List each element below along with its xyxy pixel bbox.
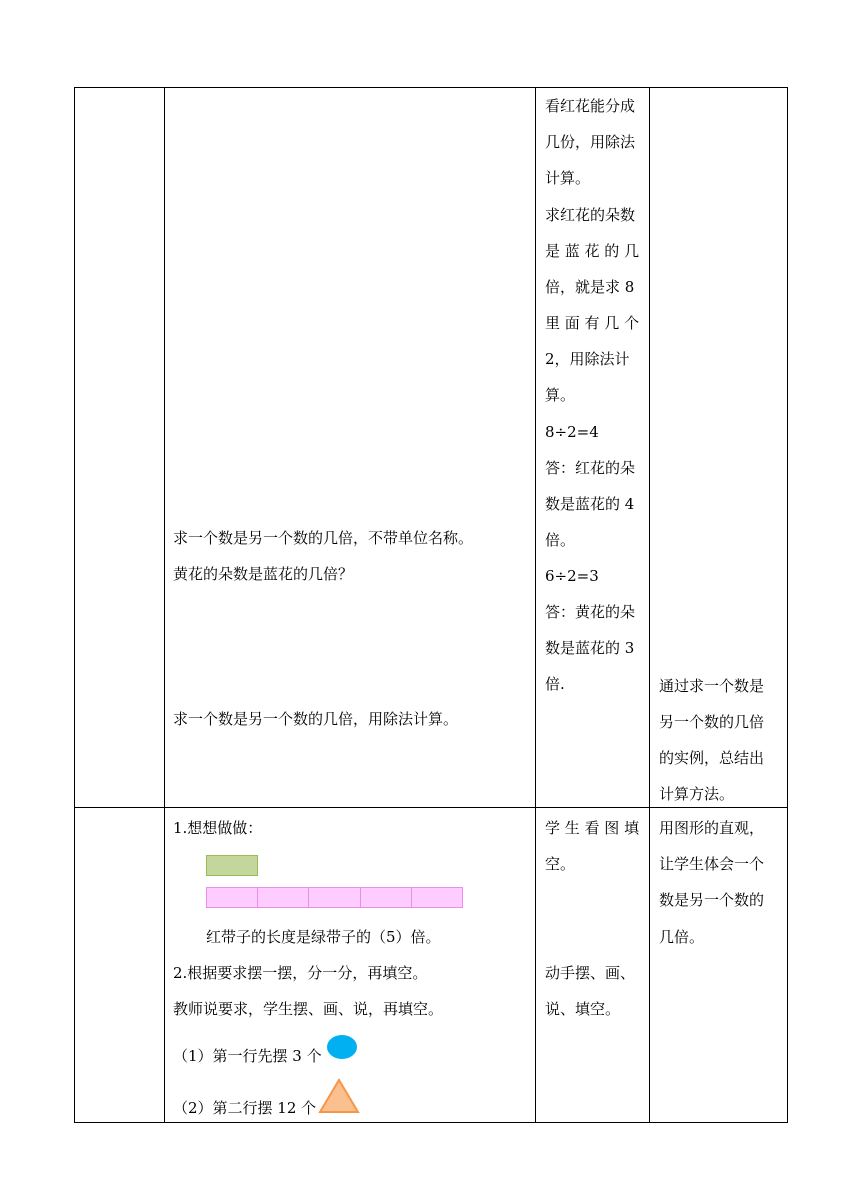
row-divider [74,807,788,808]
row2-col3-line: 空。 [545,855,576,873]
row1-col3-line: 答：黄花的朵 [545,603,636,621]
row1-col3-line: 算。 [545,386,576,404]
row1-col3-line: 求红花的朵数 [545,206,636,224]
strip-segment [309,888,360,907]
strip-segment [207,888,258,907]
row1-col3-line: 数是蓝花的 4 [545,495,635,513]
row2-col3-line: 动手摆、画、 [545,964,636,982]
strip-segment [258,888,309,907]
column-divider-1 [164,87,165,1123]
table-bottom-border [74,1122,788,1123]
row1-col3-equation: 8÷2=4 [545,423,599,441]
row2-col4-line: 用图形的直观， [659,819,765,837]
row1-col3-line: 数是蓝花的 3 [545,639,635,657]
row1-col3-line: 几份，用除法 [545,133,636,151]
exercise-heading-1: 1.想想做做： [173,819,263,837]
strip-segment [412,888,462,907]
column-divider-3 [649,87,650,1123]
row1-col3-line: 计算。 [545,169,591,187]
row1-col2-line1: 求一个数是另一个数的几倍，不带单位名称。 [173,529,474,547]
row2-col3-line [545,818,643,838]
row1-col4-line: 通过求一个数是 [659,677,765,695]
row1-col3-line: 倍，就是求 8 [545,278,635,296]
row1-col3-line: 看红花能分成 [545,97,636,115]
row1-col3-line: 2，用除法计 [545,350,630,368]
exercise-item-2: （2）第二行摆 12 个 [173,1099,317,1117]
row1-col2-line2: 黄花的朵数是蓝花的几倍？ [173,565,354,583]
exercise-item-1: （1）第一行先摆 3 个 [173,1047,322,1065]
row1-col3-line: 是 蓝 花 的 几 [545,242,640,260]
row2-col4-line: 让学生体会一个 [659,855,765,873]
strip-answer-sentence: 红带子的长度是绿带子的（5）倍。 [206,928,441,946]
green-strip [206,855,258,876]
row1-col3-line: 倍. [545,675,565,693]
row1-col2-line3: 求一个数是另一个数的几倍，用除法计算。 [173,710,459,728]
row1-col3-line: 答：红花的朵 [545,459,636,477]
row1-col4-line: 计算方法。 [659,785,735,803]
blue-circle-icon [326,1034,358,1060]
row2-col3-line: 说、填空。 [545,1000,621,1018]
row1-col4-line: 的实例，总结出 [659,749,765,767]
column-divider-2 [535,87,536,1123]
row1-col3-equation: 6÷2=3 [545,567,599,585]
table-left-border [74,87,75,1123]
row1-col4-line: 另一个数的几倍 [659,713,765,731]
row1-col3-line: 里 面 有 几 个 [545,314,640,332]
table-top-border [74,87,788,88]
row2-col4-line: 数是另一个数的 [659,891,765,909]
table-right-border [787,87,788,1123]
row2-col3-text: 学 生 看 图 填 [545,819,640,837]
red-strip [206,887,463,908]
row1-col3-line: 倍。 [545,531,576,549]
teacher-instruction: 教师说要求，学生摆、画、说，再填空。 [173,1000,444,1018]
row2-col4-line: 几倍。 [659,928,705,946]
strip-segment [361,888,412,907]
exercise-heading-2: 2.根据要求摆一摆，分一分，再填空。 [173,964,428,982]
orange-triangle-icon [318,1078,360,1114]
